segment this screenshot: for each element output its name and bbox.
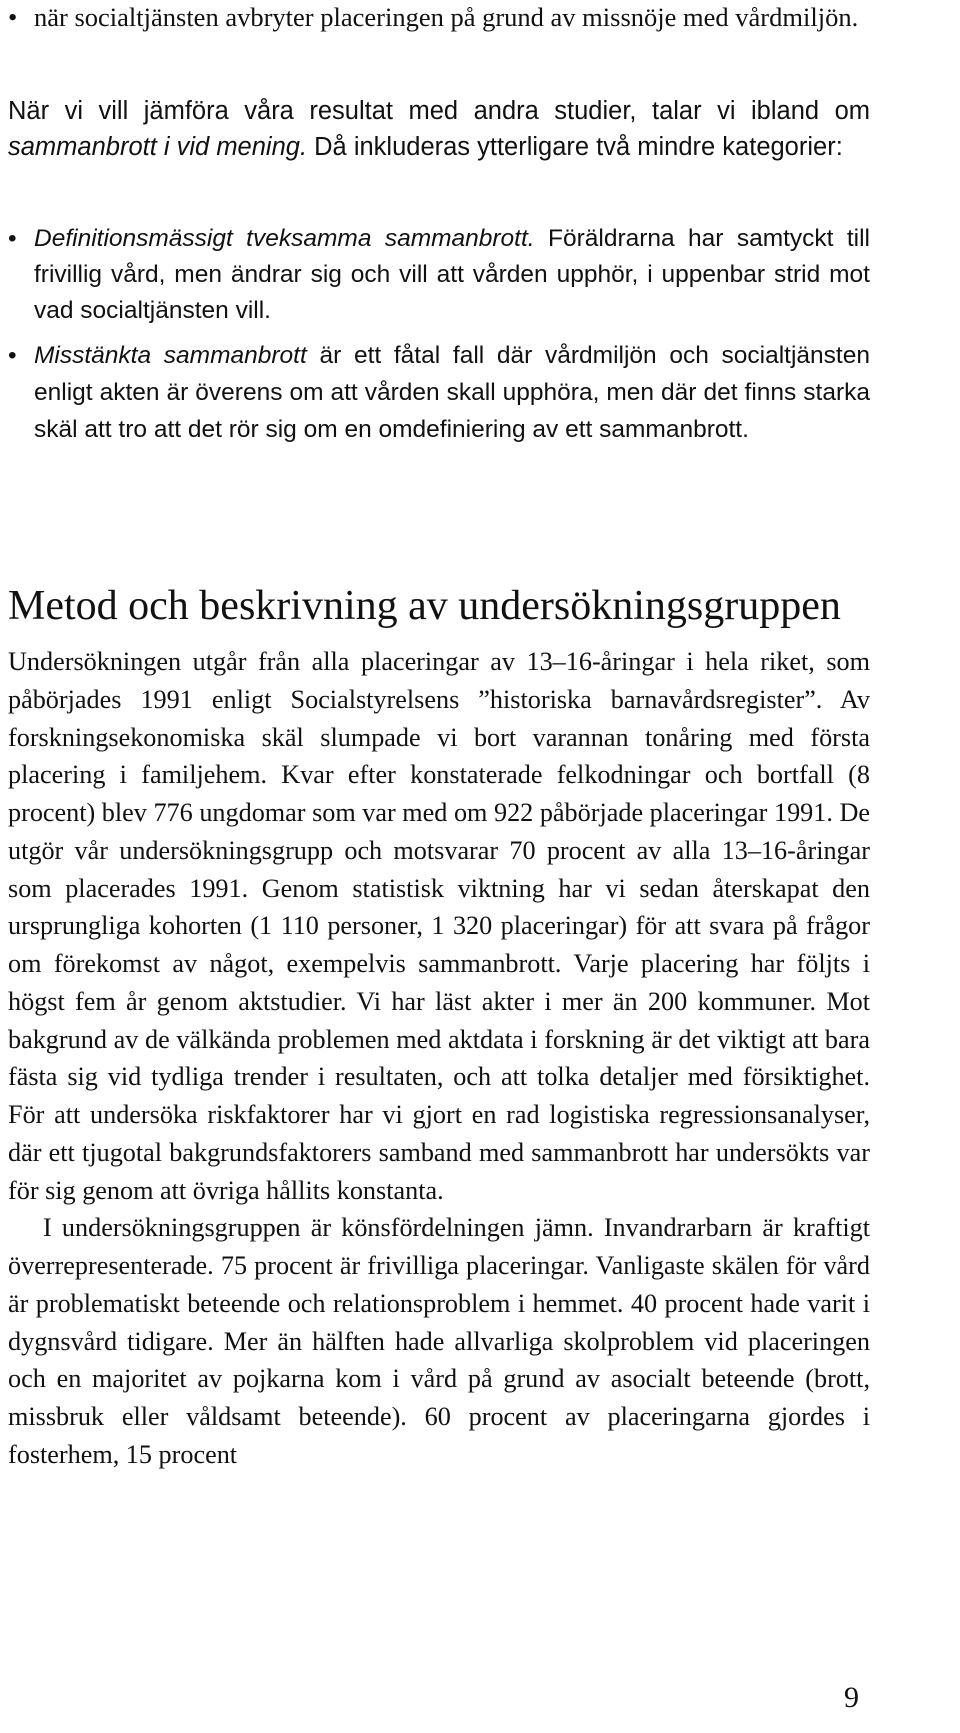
section-body (8, 643, 870, 1474)
page-number: 9 (844, 1681, 859, 1714)
bullet-italic: Misstänkta sammanbrott (34, 342, 307, 369)
bullet-item (8, 337, 870, 448)
bullet-text: när socialtjänsten avbryter placeringen på grund av missnöje med vårdmiljön. (34, 2, 859, 32)
body-paragraph: Undersökningen utgår från alla placeringar av 13–16-åringar i hela riket, som påbörjades 1991 enligt Socialstyrelsens ”historiska barnavårdsregister”. Av forskningsekonomiska skäl slumpade vi bort varannan tonåring med första placering i familjehem. Kvar efter konstaterade felkodningar och bortfall (8 procent) blev 776 ungdomar som var med om 922 påbörjade placeringar 1991. De utgör vår undersökningsgrupp och motsvarar 70 procent av alla 13–16-åringar som placerades 1991. Genom statistisk viktning har vi sedan återskapat den ursprungliga kohorten (1 110 personer, 1 320 placeringar) för att svara på frågor om förekomst av något, exempelvis sammanbrott. Varje placering har följts i högst fem år genom aktstudier. Vi har läst akter i mer än 200 kommuner. Mot bakgrund av de välkända problemen med aktdata i forskning är det viktigt att bara fästa sig vid tydliga trender i resultaten, och att tolka detaljer med försiktighet. För att undersöka riskfaktorer har vi gjort en rad logistiska regressionsanalyser, där ett tjugotal bakgrundsfaktorers samband med sammanbrott har undersökts var för sig genom att övriga hållits konstanta. (8, 647, 870, 1205)
section-heading: Metod och beskrivning av undersökningsgruppen (8, 583, 841, 629)
bullet-dot: • (8, 342, 17, 369)
intro-text: När vi vill jämföra våra resultat med andra studier, talar vi ibland om (8, 97, 870, 125)
bullet-text: är ett fåtal fall där vårdmiljön och socialtjänsten enligt akten är överens om att vården skall upphöra, men där det finns starka skäl att tro att det rör sig om en omdefiniering av ett sammanbrott. (34, 342, 870, 443)
bullet-item (8, 0, 870, 35)
body-paragraph: I undersökningsgruppen är könsfördelningen jämn. Invandrarbarn är kraftigt överrepresenterade. 75 procent är frivilliga placeringar. Vanligaste skälen för vård är problematiskt beteende och relationsproblem i hemmet. 40 procent hade varit i dygnsvård tidigare. Mer än hälften hade allvarliga skolproblem vid placeringen och en majoritet av pojkarna kom i vård på grund av asocialt beteende (brott, missbruk eller våldsamt beteende). 60 procent av placeringarna gjordes i fosterhem, 15 procent (8, 1213, 870, 1469)
bullet-dot: • (8, 2, 18, 32)
bullet-dot: • (8, 225, 17, 252)
bullet-item (8, 221, 870, 329)
bullet-text: Föräldrarna har samtyckt till frivillig vård, men ändrar sig och vill att vården upphör, i uppenbar strid mot vad socialtjänsten vill. (34, 225, 870, 324)
intro-italic: sammanbrott i vid mening. (8, 133, 308, 161)
bullet-italic: Definitionsmässigt tveksamma sammanbrott. (34, 225, 535, 252)
intro-rest: Då inkluderas ytterligare två mindre kategorier: (307, 133, 843, 161)
intro-paragraph (8, 93, 870, 165)
